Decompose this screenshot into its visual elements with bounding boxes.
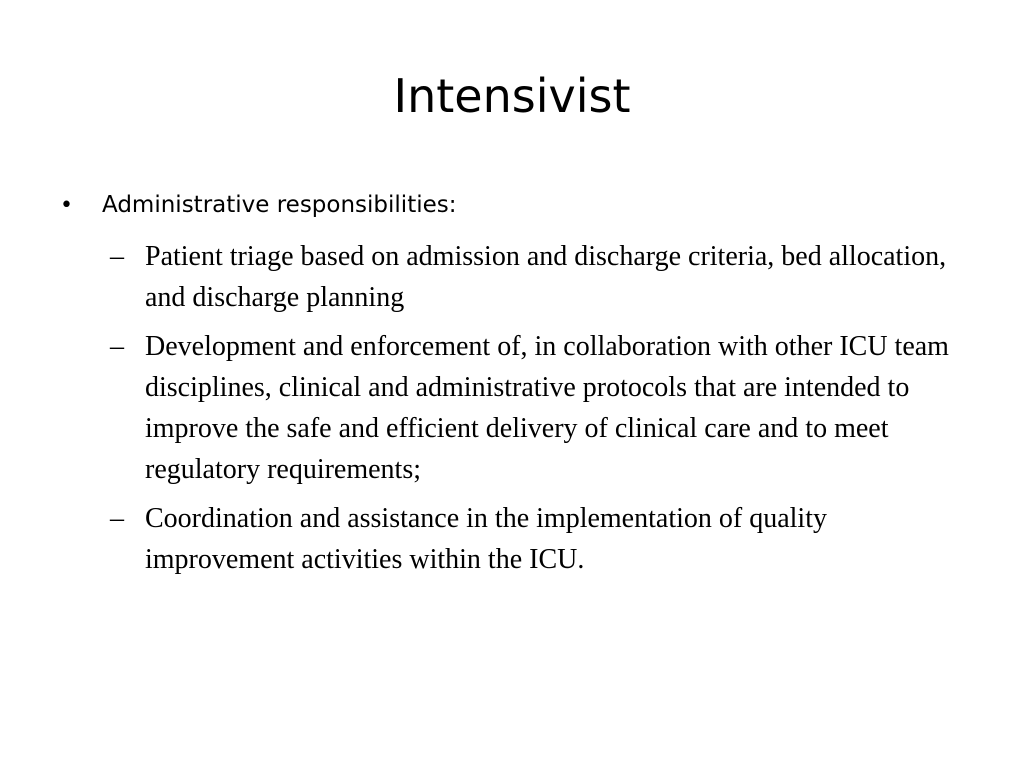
bullet-marker: • [60, 193, 73, 218]
sub-bullet-list [110, 236, 970, 588]
sub-bullet-text: Development and enforcement of, in collaboration with other ICU team disciplines, clinical and administrative protocols that are intended to improve the safe and efficient delivery of clinical care and to meet regulatory requirements; [145, 331, 949, 485]
bullet-item [60, 188, 457, 223]
sub-bullet-item [110, 326, 970, 490]
dash-marker: – [110, 331, 124, 362]
dash-marker: – [110, 241, 124, 272]
sub-bullet-text: Patient triage based on admission and discharge criteria, bed allocation, and discharge planning [145, 241, 947, 313]
sub-bullet-text: Coordination and assistance in the implementation of quality improvement activities within the ICU. [145, 503, 827, 575]
sub-bullet-item [110, 236, 970, 318]
slide-title: Intensivist [393, 69, 631, 123]
dash-marker: – [110, 503, 124, 534]
bullet-text: Administrative responsibilities: [102, 192, 457, 218]
sub-bullet-item [110, 498, 970, 580]
